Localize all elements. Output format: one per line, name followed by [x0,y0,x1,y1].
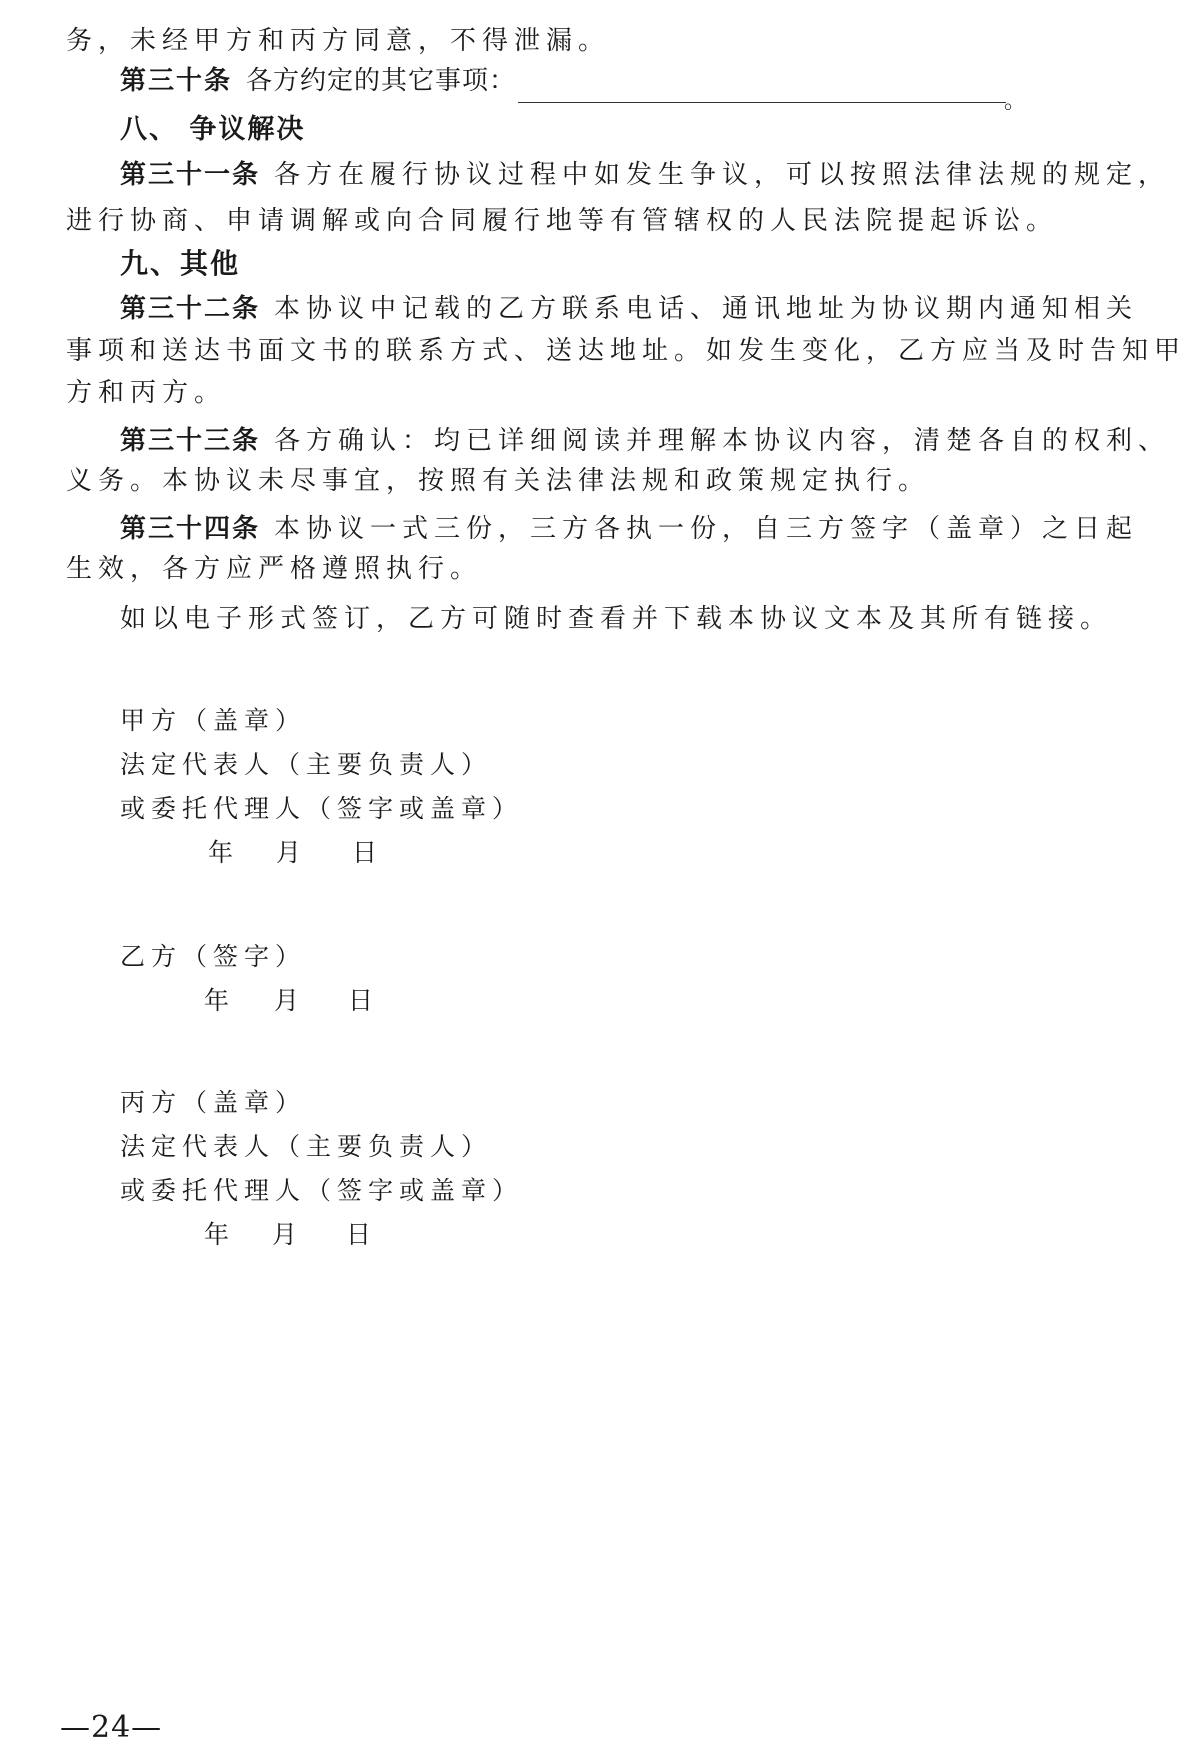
article-30-text: 各方约定的其它事项： [246,66,517,96]
article-33-text-1: 各方确认：均已详细阅读并理解本协议内容，清楚各自的权利、 [274,426,1171,456]
party-c-date-day: 日 [346,1220,372,1249]
article-34-line-1 [120,514,1139,544]
article-30 [120,68,1070,94]
section-heading-9: 九、其他 [120,247,241,280]
electronic-signing-note: 如以电子形式签订，乙方可随时查看并下载本协议文本及其所有链接。 [120,604,1113,634]
article-34-text-1: 本协议一式三份，三方各执一份，自三方签字（盖章）之日起 [274,514,1139,544]
party-c-date-year: 年 [204,1220,230,1249]
party-a-agent: 或委托代理人（签字或盖章） [120,794,524,823]
party-b-date-day: 日 [348,986,374,1015]
party-c-seal: 丙方（盖章） [120,1088,307,1117]
party-b-date-month: 月 [274,986,300,1015]
party-b-signature: 乙方（签字） [120,942,307,971]
article-34-label: 第三十四条 [120,514,261,544]
article-32-line-3: 方和丙方。 [66,378,227,408]
article-32-line-2: 事项和送达书面文书的联系方式、送达地址。如发生变化，乙方应当及时告知甲 [66,336,1186,366]
party-a-date-day: 日 [352,838,378,867]
article-30-blank-line [518,102,1006,103]
party-a-date-year: 年 [208,838,234,867]
section-heading-8: 八、 争议解决 [120,114,306,145]
article-30-label: 第三十条 [120,66,233,96]
page-number: —24— [60,1710,163,1745]
party-c-date-month: 月 [272,1220,298,1249]
article-31-line-2: 进行协商、申请调解或向合同履行地等有管辖权的人民法院提起诉讼。 [66,206,1059,236]
article-31-label: 第三十一条 [120,160,261,190]
article-34-line-2: 生效，各方应严格遵照执行。 [66,554,483,584]
party-c-agent: 或委托代理人（签字或盖章） [120,1176,524,1205]
article-30-period: 。 [1004,89,1027,114]
party-c-legal-rep: 法定代表人（主要负责人） [120,1132,493,1161]
article-33-line-1 [120,426,1171,456]
article-31-line-1 [120,160,1171,190]
article-31-text-1: 各方在履行协议过程中如发生争议，可以按照法律法规的规定， [274,160,1171,190]
article-32-line-1 [120,294,1139,324]
article-33-label: 第三十三条 [120,426,261,456]
article-33-line-2: 义务。本协议未尽事宜，按照有关法律法规和政策规定执行。 [66,466,931,496]
party-a-seal: 甲方（盖章） [120,706,307,735]
article-32-label: 第三十二条 [120,294,261,324]
party-a-date-month: 月 [276,838,302,867]
article-32-text-1: 本协议中记载的乙方联系电话、通讯地址为协议期内通知相关 [274,294,1139,324]
text-line-article29-end: 务，未经甲方和丙方同意，不得泄漏。 [66,26,611,56]
party-a-legal-rep: 法定代表人（主要负责人） [120,750,493,779]
party-b-date-year: 年 [204,986,230,1015]
